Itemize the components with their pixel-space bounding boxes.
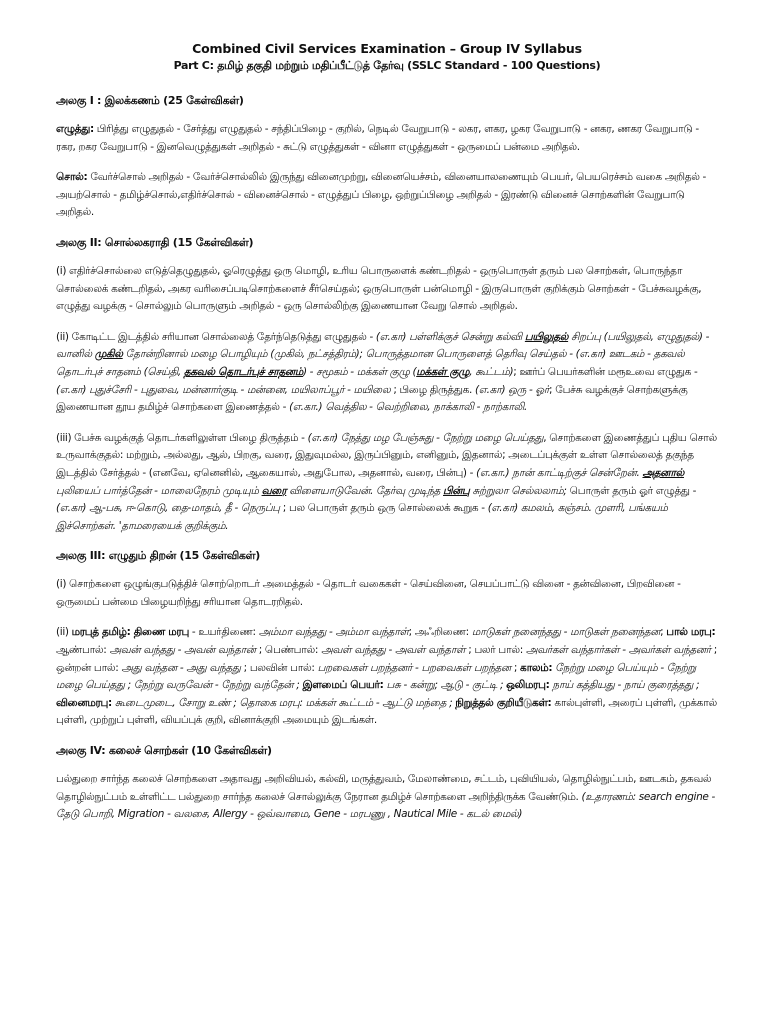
example: தோன்றினால் மழை பொழியும் (முகில், நட்சத்திரம்); பொருத்தமான பொருளைத் தெரிவு செய்தல் - (122, 348, 576, 361)
unit-2-paragraph-3 (56, 430, 718, 536)
unit-2-paragraph-2 (56, 329, 718, 417)
example: ) - சமூகம் - மக்கள் குழு ( (302, 365, 417, 378)
text: வேர்ச்சொல் அறிதல் - வேர்ச்சொல்லில் இருந்து வினைமுற்று, வினையெச்சம், வினையாலணையும் பெயர், பெயரெச்சம் வகை அறிதல் - அயற்சொல் - தமிழ்ச்சொல்,எதிர்ச்சொல் - வினைச்சொல் - எழுத்துப் பிழை, ஒற்றுப்பிழை அறிதல் - இரண்டு வினைச் சொற்களின் வேறுபாடு அறிதல். (56, 171, 706, 219)
unit-1-paragraph-1 (56, 121, 718, 156)
label: ஒலிமரபு: (506, 679, 550, 692)
label: மரபுத் தமிழ்: திணை மரபு (71, 626, 189, 639)
example: நேற்று மழை பெய்யும் - நேற்று மழை பெய்தது ; நேற்று வருவேன் - நேற்று வந்தேன் ; (56, 661, 696, 692)
text: கால்புள்ளி, அரைப் புள்ளி, முக்கால் புள்ளி, முற்றுப் புள்ளி, வியப்புக் குறி, வினாக்குறி அமையும் இடங்கள். (56, 696, 717, 727)
text: ; பேச்சு வழக்குச் சொற்களுக்கு இணையான தூய தமிழ்ச் சொற்களை இணைத்தல் - (56, 383, 688, 414)
text: ; ஊர்ப் பெயர்களின் மரூஉவை எழுதுக - (513, 365, 698, 378)
example: (எ.கா.) வெத்தில - வெற்றிலை, நாக்காலி - நாற்காலி. (289, 401, 527, 414)
text: ; பெண்பால்: (255, 644, 322, 657)
text: (ii) கோடிட்ட இடத்தில் சரியான சொல்லைத் தேர்ந்தெடுத்து எழுதுதல் - (56, 330, 376, 343)
emphasis: அதனால் (642, 466, 684, 479)
text: , சொற்களை இணைத்துப் புதிய சொல் உருவாக்குதல்: மற்றும், அல்லது, ஆல், பிறகு, வரை, இதுவுமல்ல, இருப்பினும், எனினும், இதனால்; அடைப்புக்குள் உள்ள சொல்லைத் தகுந்த இடத்தில் சேர்த்தல் - (எனவே, ஏனெனில், ஆகையால், அதுபோல, அதனால், வரை, பின்பு) - (56, 431, 717, 479)
emphasis: பின்பு (443, 484, 470, 497)
label: இளமைப் பெயர்: (302, 679, 384, 692)
label: வினைமரபு: (56, 696, 112, 709)
text: ; பலவின் பால்: (240, 661, 318, 674)
example: (எ.கா) புதுச்சேரி - புதுவை, மன்னார்குடி - மன்னை, மயிலாப்பூர் - மயிலை (56, 383, 391, 396)
example: சுற்றுலா செல்லலாம்; (469, 484, 567, 497)
text: பிரித்து எழுதுதல் - சேர்த்து எழுதுதல் - சந்திப்பிழை - குறில், நெடில் வேறுபாடு - லகர, ளகர, ழகர வேறுபாடு - னகர, ணகர வேறுபாடு - ரகர, றகர வேறுபாடு - இனவெழுத்துகள் அறிதல் - சுட்டு எழுத்துகள் - வினா எழுத்துகள் - ஒருமைப் பன்மை அறிதல். (56, 123, 699, 153)
unit-2-paragraph-1: (i) எதிர்ச்சொல்லை எடுத்தெழுதுதல், ஓரெழுத்து ஒரு மொழி, உரிய பொருளைக் கண்டறிதல் - ஒருபொருள் தரும் பல சொற்கள், பொருந்தா சொல்லைக் கண்டறிதல், அகர வரிசைப்படிசொற்களைச் சீர்செய்தல்; ஒருபொருள் பன்மொழி - இருபொருள் குறிக்கும் சொற்கள் - பேச்சுவழக்கு, எழுத்து வழக்கு - சொல்லும் பொருளும் அறிதல் - ஒரு சொல்லிற்கு இணையான வேறு சொல் அறிதல். (56, 264, 702, 313)
example: அவன் வந்தது - அவன் வந்தான் (109, 644, 256, 657)
text: ; ஒன்றன் பால்: (56, 644, 717, 674)
example: விளையாடுவேன். தேர்வு முடிந்த (286, 484, 443, 497)
example: அது வந்தன - அது வந்தது (121, 661, 241, 674)
emphasis: வரை (261, 484, 287, 497)
unit-4-heading: அலகு IV: கலைச் சொற்கள் (10 கேள்விகள்) (56, 744, 272, 758)
label: நிறுத்தல் குறியீடுகள்: (455, 696, 552, 709)
example: , கூட்டம்) (469, 365, 514, 378)
example: - வானில் (56, 330, 710, 361)
text: ; (510, 661, 520, 674)
text: ; பிழை திருத்துக. (390, 383, 476, 396)
document-title: Combined Civil Services Examination – Group IV Syllabus (192, 41, 582, 56)
label: காலம்: (520, 661, 553, 674)
label-ezhuthu: எழுத்து: (56, 123, 94, 135)
text: ; பல பொருள் தரும் ஒரு சொல்லைக் கூறுக - (279, 502, 488, 515)
unit-3-paragraph-2 (56, 624, 718, 730)
emphasis: முகில் (94, 348, 123, 361)
text: (iii) பேச்சு வழக்குத் தொடர்களிலுள்ள பிழை திருத்தம் - (56, 431, 308, 444)
emphasis: தகவல் தொடர்புச் சாதனம் (183, 365, 303, 378)
example: (எ.கா) ஒரு - ஓர் (475, 383, 550, 396)
example: (எ.கா) கமலம், கஞ்சம். முளரி, பங்கயம் இச்சொற்கள். 'தாமரையைக் குறிக்கும். (56, 502, 668, 532)
emphasis: மக்கள் குழு (416, 365, 470, 378)
example: புலியைப் பார்த்தேன் - மாலைநேரம் முடியும் (56, 484, 262, 497)
text: - உயர்திணை: (188, 626, 259, 639)
text: ; பலர் பால்: (465, 644, 526, 657)
example: (உதாரணம்: search engine - தேடு பொறி, Migration - வலசை, Allergy - ஒவ்வாமை, Gene - மரபணு , Nautical Mile - கடல் மைல்) (56, 790, 715, 821)
document-subtitle: Part C: தமிழ் தகுதி மற்றும் மதிப்பீட்டுத் தேர்வு (SSLC Standard - 100 Questions) (173, 59, 601, 72)
text: (ii) (56, 626, 72, 639)
text: ஆண்பால்: (56, 644, 110, 657)
example: அவள் வந்தது - அவள் வந்தாள் (321, 644, 466, 657)
unit-3-paragraph-1: (i) சொற்களை ஒழுங்குபடுத்திச் சொற்றொடர் அமைத்தல் - தொடர் வகைகள் - செய்வினை, செயப்பாட்டு வினை - தன்வினை, பிறவினை - ஒருமைப் பன்மை பிழையறிந்து சரியான தொடரறிதல். (56, 578, 681, 608)
text: பொருள் தரும் ஓர் எழுத்து - (566, 484, 697, 497)
text: ; (660, 626, 667, 639)
unit-2-heading: அலகு II: சொல்லகராதி (15 கேள்விகள்) (56, 235, 254, 249)
label-sol: சொல்: (56, 171, 88, 184)
unit-1-paragraph-2 (56, 169, 718, 222)
example: அவர்கள் வந்தார்கள் - அவர்கள் வந்தனர் (525, 644, 711, 657)
example: பசு - கன்று; ஆடு - குட்டி ; (383, 679, 507, 692)
example: மாடுகள் நனைந்தது - மாடுகள் நனைந்தன (471, 626, 661, 639)
label: பால் மரபு: (666, 626, 716, 639)
example: கூடைமுடை, சோறு உண் ; தொகை மரபு: மக்கள் கூட்டம் - ஆட்டு மந்தை ; (111, 696, 456, 709)
document-page (56, 40, 718, 837)
unit-4-paragraph-1 (56, 771, 718, 824)
text: ; அஃறிணை: (408, 626, 472, 639)
example: (எ.கா) ஊடகம் - தகவல் தொடர்புச் சாதனம் (செய்தி, (56, 348, 685, 378)
example: அம்மா வந்தது - அம்மா வந்தாள் (258, 626, 409, 639)
example: (எ.கா.) நான் காட்டிற்குச் சென்றேன். (476, 466, 643, 479)
example: சிறப்பு (பயிலுதல், எழுதுதல்) (568, 330, 706, 343)
example: பறவைகள் பறந்தனர் - பறவைகள் பறந்தன (317, 661, 511, 674)
example: (எ.கா) ஆ-பசு, ஈ-கொடு, தை-மாதம், தீ - நெருப்பு (56, 502, 280, 515)
example: (எ.கா) நேத்து மழ பேஞ்சுது - நேற்று மழை பெய்தது (307, 431, 544, 444)
example: நாய் கத்தியது - நாய் குரைத்தது ; (549, 679, 700, 692)
unit-3-heading: அலகு III: எழுதும் திறன் (15 கேள்விகள்) (56, 549, 260, 563)
emphasis: பயிலுதல் (524, 330, 569, 343)
example: (எ.கா) பள்ளிக்குச் சென்று கல்வி (375, 330, 525, 343)
text: பல்துறை சார்ந்த கலைச் சொற்களை அதாவது அறிவியல், கல்வி, மருத்துவம், மேலாண்மை, சட்டம், புவியியல், தொழில்நுட்பம், ஊடகம், தகவல் தொழில்நுட்பம் உள்ளிட்ட பல்துறை சார்ந்த கலைச் சொல்லுக்கு நேரான தமிழ்ச் சொற்களை அறிந்திருக்க வேண்டும். (56, 773, 712, 803)
unit-1-heading: அலகு I : இலக்கணம் (25 கேள்விகள்) (56, 94, 244, 107)
